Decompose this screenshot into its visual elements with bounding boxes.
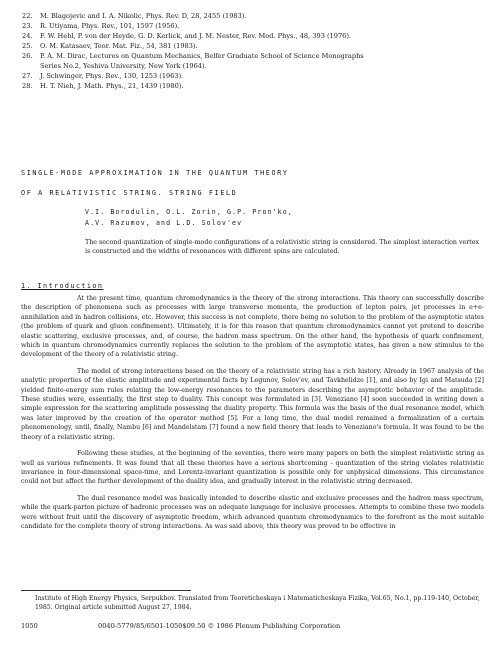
- reference-item: [22, 51, 482, 61]
- reference-text: J. Schwinger, Phys. Rev., 130, 1253 (1963).: [40, 72, 184, 80]
- author-list: [85, 207, 485, 229]
- reference-list: [22, 11, 482, 91]
- reference-number: 24.: [22, 32, 33, 40]
- reference-number: 26.: [22, 52, 33, 60]
- reference-text: O. M. Katasaev, Teor. Mat. Fiz., 54, 381 (1983).: [40, 42, 198, 50]
- reference-text: P. A. M. Dirac, Lectures on Quantum Mechanics, Belfer Graduate School of Science Monographs: [40, 52, 364, 60]
- paragraph: Following these studies, at the beginning of the seventies, there were many papers on both the simplest relativistic string as well as various refinements. It was found that all these theories have a serious shortcoming - quantization of the string violates relativistic invariance in four-dimensional space-time, and Lorentz-invariant quantization is possible only for unphysical dimensions. This circumstance could not but affect the further development of the duality idea, and gradually interest in the relativistic string decreased.: [21, 450, 484, 486]
- reference-number: 28.: [22, 82, 33, 90]
- paragraph: The dual resonance model was basically intended to describe elastic and exclusive processes and the hadron mass spectrum, while the quark-parton picture of hadronic processes was an adequate language for inclusive processes. Attempts to combine these two models were without fruit until the discovery of asymptotic freedom, which advanced quantum chromodynamics to the forefront as the most suitable candidate for the complete theory of strong interactions. As was said above, this theory was proved to be effective in: [21, 494, 484, 530]
- reference-number: 22.: [22, 12, 33, 20]
- reference-item: [22, 31, 482, 41]
- title-line: SINGLE-MODE APPROXIMATION IN THE QUANTUM THEORY: [21, 169, 289, 177]
- author-line: A.V. Razumov, and L.D. Solov'ev: [85, 219, 243, 227]
- title-line: OF A RELATIVISTIC STRING. STRING FIELD: [21, 189, 238, 197]
- body-text: [21, 294, 484, 538]
- reference-text: R. Utiyama, Phys. Rev., 101, 1597 (1956).: [40, 22, 180, 30]
- article-title: [21, 163, 481, 203]
- reference-text: H. T. Nieh, J. Math. Phys., 21, 1439 (1980).: [40, 82, 184, 90]
- reference-item: [22, 21, 482, 31]
- paragraph: At the present time, quantum chromodynamics is the theory of the strong interactions. This theory can successfully describe the description of phenomena such as processes with large transverse momenta, the production of lepton pairs, jet processes in e+e- annihilation and in hadron collisions, etc. However, this success is not complete, there being no solution to the problem of the asymptotic states (the problem of quark and gluon confinement). Ultimately, it is for this reason that quantum chromodynamics cannot yet pretend to describe elastic scattering, exclusive processes, and, of course, the hadron mass spectrum. On the other hand, the hypothesis of quark confinement, which in quantum chromodynamics currently replaces the solution to the problem of the asymptotic states, has given a new stimulus to the development of the theory of a relativistic string.: [21, 295, 484, 359]
- reference-item: [22, 71, 482, 81]
- reference-item: [22, 81, 482, 91]
- reference-text: F. W. Hehl, P. von der Heyde, G. D. Kerlick, and J. M. Nester, Rev. Mod. Phys., 48, 393 (1976).: [40, 32, 352, 40]
- reference-continuation: Series No.2, Yeshiva University, New York (1964).: [40, 62, 207, 70]
- reference-item: [22, 11, 482, 21]
- reference-text: M. Blagojevic and I. A. Nikolic, Phys. Rev. D, 28, 2455 (1983).: [40, 12, 247, 20]
- copyright-line: 0040-5779/85/6501-1050$09.50 © 1986 Plenum Publishing Corporation: [98, 622, 341, 630]
- section-heading: 1. Introduction: [21, 282, 104, 290]
- paragraph: The model of strong interactions based on the theory of a relativistic string has a rich history. Already in 1967 analysis of the analytic properties of the elastic amplitude and experimental facts by Logunov, Solov'ev, and Tavkhelidze [1], and also by Igi and Matsuda [2] yielded finite-energy sum rules relating the low-energy resonances to the parameters describing the asymptotic behavior of the amplitude. These studies were, essentially, the first step to duality. This concept was formulated in [3]. Veneziano [4] soon succeeded in writing down a simple expression for the scattering amplitude possessing the duality property. This formula was the basis of the dual resonance model, which was later improved by the creation of the operator method [5]. For a long time, the dual model remained a formalization of a certain phenomenology, until, finally, Nambu [6] and Mandelstam [7] found a new field theory that leads to Veneziano's formula. It was found to be the theory of a relativistic string.: [21, 367, 484, 441]
- reference-item: [22, 41, 482, 51]
- footnote: Institute of High Energy Physics, Serpukhov. Translated from Teoreticheskaya i Matematicheskaya Fizika, Vol.65, No.1, pp.119-140, October, 1985. Original article submitted August 27, 1984.: [35, 595, 480, 612]
- footnote-divider: [21, 590, 191, 591]
- author-line: V.I. Borodulin, O.L. Zorin, G.P. Pron'ko,: [85, 208, 293, 216]
- abstract: The second quantization of single-mode configurations of a relativistic string is considered. The simplest interaction vertex is constructed and the widths of resonances with different spins are calculated.: [85, 239, 480, 256]
- page-number: 1050: [21, 622, 38, 630]
- reference-number: 25.: [22, 42, 33, 50]
- reference-number: 27.: [22, 72, 33, 80]
- reference-number: 23.: [22, 22, 33, 30]
